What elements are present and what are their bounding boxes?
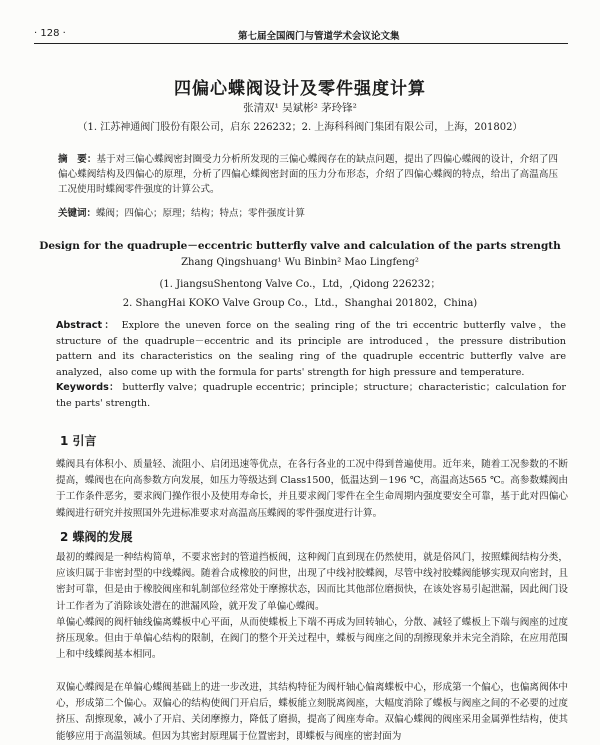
section-heading-development: 2 蝶阀的发展 xyxy=(60,530,133,544)
paragraph-development-3: 双偏心蝶阀是在单偏心蝶阀基础上的进一步改进，其结构特征为阀杆轴心偏离蝶板中心，形成第一个偏心，也偏离阀体中心，形成第二个偏心。双偏心的结构使阀门开启后，蝶板能立刻脱离阀座，大幅度消除了蝶板与阀座之间的不必要的过度挤压、刮擦现象，减小了开启、关闭摩擦力，降低了磨损，提高了阀座寿命。双偏心蝶阀的阀座采用金属弹性结构，使其能够应用于高温领域。但因为其密封原理属于位置密封，即蝶板与阀座的密封面为 xyxy=(56,682,568,742)
paragraph-development-1: 最初的蝶阀是一种结构简单，不要求密封的管道挡板阀，这种阀门直到现在仍然使用，就是俗风门，按照蝶阀结构分类，应该归属于非密封型的中线蝶阀。随着合成橡胶的问世，出现了中线衬胶蝶阀，尽管中线衬胶蝶阀能够实现双向密封，且密封可靠，但是由于橡胶阀座和轧制部位经常处于摩擦状态，因而比其他部位磨损快，在该处容易引起泄漏，因此阀门设计工作者为了消除该处潜在的泄漏风险，就开发了单偏心蝶阀。 xyxy=(56,552,568,612)
title-english: Design for the quadruple－eccentric butterfly valve and calculation of the parts strength xyxy=(39,240,561,252)
abstract-english-label: Abstract： xyxy=(56,320,117,331)
abstract-chinese xyxy=(58,152,558,197)
abstract-chinese-text: 基于对三偏心蝶阀密封圈受力分析所发现的三偏心蝶阀存在的缺点问题，提出了四偏心蝶阀的设计，介绍了四偏心蝶阀结构及四偏心的原理，分析了四偏心蝶阀密封面的压力分布形态，介绍了四偏心蝶阀的特点，给出了高温高压工况使用时蝶阀零件强度的计算公式。 xyxy=(58,154,558,195)
keywords-english-text: butterfly valve；quadruple eccentric；principle；structure；characteristic；calculation for the parts' strength. xyxy=(56,382,566,409)
abstract-chinese-label: 摘 要： xyxy=(58,154,97,165)
authors-chinese: 张清双¹ 吴斌彬² 茅玲锋² xyxy=(243,102,357,114)
affiliation-english-2: 2. ShangHai KOKO Valve Group Co.，Ltd.，Shanghai 201802，China) xyxy=(122,298,478,309)
authors-english: Zhang Qingshuang¹ Wu Binbin² Mao Lingfeng² xyxy=(181,257,419,268)
abstract-english xyxy=(56,318,566,380)
affiliation-chinese: （1. 江苏神通阀门股份有限公司，启东 226232；2. 上海科科阀门集团有限公司，上海，201802） xyxy=(77,122,523,133)
paragraph-introduction: 蝶阀具有体积小、质量轻、流阻小、启闭迅速等优点，在各行各业的工况中得到普遍使用。近年来，随着工况参数的不断提高，蝶阀也在向高参数方向发展，如压力等级达到 Class1500，低温达到－196 ℃，高温高达565 ℃。高参数蝶阀由于工作条件恶劣，要求阀门操作很小及使用寿命长，并且要求阀门零件在全生命周期内强度要安全可靠，基于此对四偏心蝶阀进行研究并按照国外先进标准要求对高温高压蝶阀的零件强度进行计算。 xyxy=(56,459,568,519)
journal-title: 第七届全国阀门与管道学术会议论文集 xyxy=(238,31,400,42)
header-rule xyxy=(34,43,568,44)
affiliation-english-1: (1. JiangsuShentong Valve Co.，Ltd，,Qidong 226232； xyxy=(159,279,441,290)
keywords-english xyxy=(56,380,566,411)
keywords-chinese-label: 关键词： xyxy=(58,208,97,219)
keywords-chinese-text: 蝶阀；四偏心；原理；结构；特点；零件强度计算 xyxy=(96,208,306,219)
abstract-english-text: Explore the uneven force on the sealing ring of the tri eccentric butterfly valve，the structure of the quadruple－eccentric and its principle are introduced，the pressure distribution pattern and its characteristics on the sealing ring of the quadruple eccentric butterfly valve are analyzed，also come up with the formula for parts' strength for high pressure and temperature. xyxy=(56,320,566,378)
title-chinese: 四偏心蝶阀设计及零件强度计算 xyxy=(174,79,426,99)
paragraph-development-2: 单偏心蝶阀的阀杆轴线偏离蝶板中心平面，从而使蝶板上下端不再成为回转轴心，分散、减轻了蝶板上下端与阀座的过度挤压现象。但由于单偏心结构的限制，在阀门的整个开关过程中，蝶板与阀座之间的刮擦现象并未完全消除，在应用范围上和中线蝶阀基本相同。 xyxy=(56,617,568,661)
keywords-english-label: Keywords： xyxy=(56,382,119,393)
running-header xyxy=(30,26,570,42)
page-number: · 128 · xyxy=(34,28,66,39)
keywords-chinese xyxy=(58,206,558,221)
section-heading-introduction: 1 引言 xyxy=(60,434,97,448)
